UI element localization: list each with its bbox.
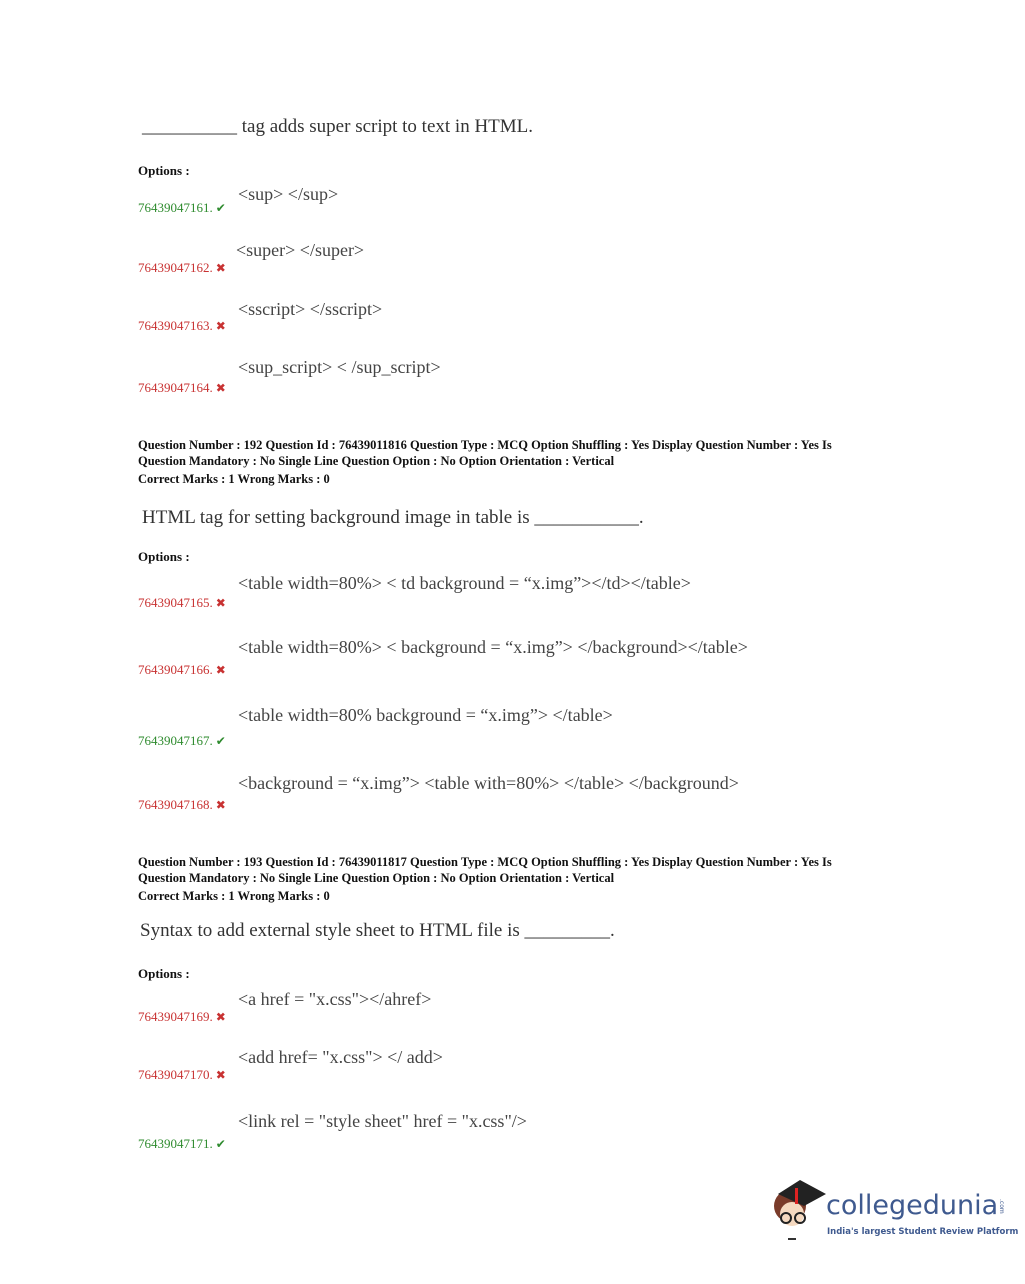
question-text: Syntax to add external style sheet to HTML file is _________. (140, 920, 615, 941)
check-icon: ✔ (215, 201, 226, 215)
options-label: Options : (138, 549, 190, 564)
question-meta: Question Mandatory : No Single Line Question Option : No Option Orientation : Vertical (138, 454, 615, 468)
option-text: <add href= "x.css"> </ add> (238, 1047, 443, 1067)
question-text: __________ tag adds super script to text in HTML. (142, 116, 534, 137)
cross-icon: ✖ (215, 663, 226, 677)
option-id: 76439047167. ✔ (138, 733, 226, 748)
option-id: 76439047166. ✖ (138, 662, 226, 677)
question-marks: Correct Marks : 1 Wrong Marks : 0 (138, 472, 330, 486)
cross-icon: ✖ (215, 1010, 226, 1024)
option-id: 76439047169. ✖ (138, 1009, 226, 1024)
mascot-logo-icon (766, 1176, 826, 1246)
options-label: Options : (138, 966, 190, 981)
option-id: 76439047161. ✔ (138, 200, 226, 215)
options-label: Options : (138, 163, 190, 178)
check-icon: ✔ (215, 734, 226, 748)
brand-name: collegedunia.com (826, 1190, 1006, 1221)
option-id: 76439047171. ✔ (138, 1136, 226, 1151)
option-text: <a href = "x.css"></ahref> (238, 989, 432, 1009)
question-meta: Question Number : 192 Question Id : 76439011816 Question Type : MCQ Option Shuffling : Yes Display Question Number : Yes Is (138, 438, 832, 452)
option-text: <link rel = "style sheet" href = "x.css"/> (238, 1111, 527, 1131)
option-text: <background = “x.img”> <table with=80%> </table> </background> (238, 773, 739, 793)
option-id: 76439047162. ✖ (138, 260, 226, 275)
option-text: <table width=80%> < td background = “x.img”></td></table> (238, 573, 691, 593)
option-id: 76439047164. ✖ (138, 380, 226, 395)
cross-icon: ✖ (215, 1068, 226, 1082)
option-text: <table width=80%> < background = “x.img”> </background></table> (238, 637, 748, 657)
option-id: 76439047168. ✖ (138, 797, 226, 812)
cross-icon: ✖ (215, 596, 226, 610)
cross-icon: ✖ (215, 798, 226, 812)
cross-icon: ✖ (215, 381, 226, 395)
cross-icon: ✖ (215, 261, 226, 275)
option-text: <sscript> </sscript> (238, 299, 383, 319)
option-text: <table width=80% background = “x.img”> </table> (238, 705, 613, 725)
question-meta: Question Number : 193 Question Id : 76439011817 Question Type : MCQ Option Shuffling : Yes Display Question Number : Yes Is (138, 855, 832, 869)
check-icon: ✔ (215, 1137, 226, 1151)
question-meta: Question Mandatory : No Single Line Question Option : No Option Orientation : Vertical (138, 871, 615, 885)
option-text: <sup_script> < /sup_script> (238, 357, 441, 377)
option-id: 76439047170. ✖ (138, 1067, 226, 1082)
brand-tagline: India's largest Student Review Platform (827, 1227, 1019, 1237)
option-text: <sup> </sup> (238, 184, 339, 204)
option-id: 76439047163. ✖ (138, 318, 226, 333)
question-marks: Correct Marks : 1 Wrong Marks : 0 (138, 889, 330, 903)
cross-icon: ✖ (215, 319, 226, 333)
question-text: HTML tag for setting background image in table is ___________. (142, 507, 644, 528)
option-id: 76439047165. ✖ (138, 595, 226, 610)
option-text: <super> </super> (236, 240, 365, 260)
